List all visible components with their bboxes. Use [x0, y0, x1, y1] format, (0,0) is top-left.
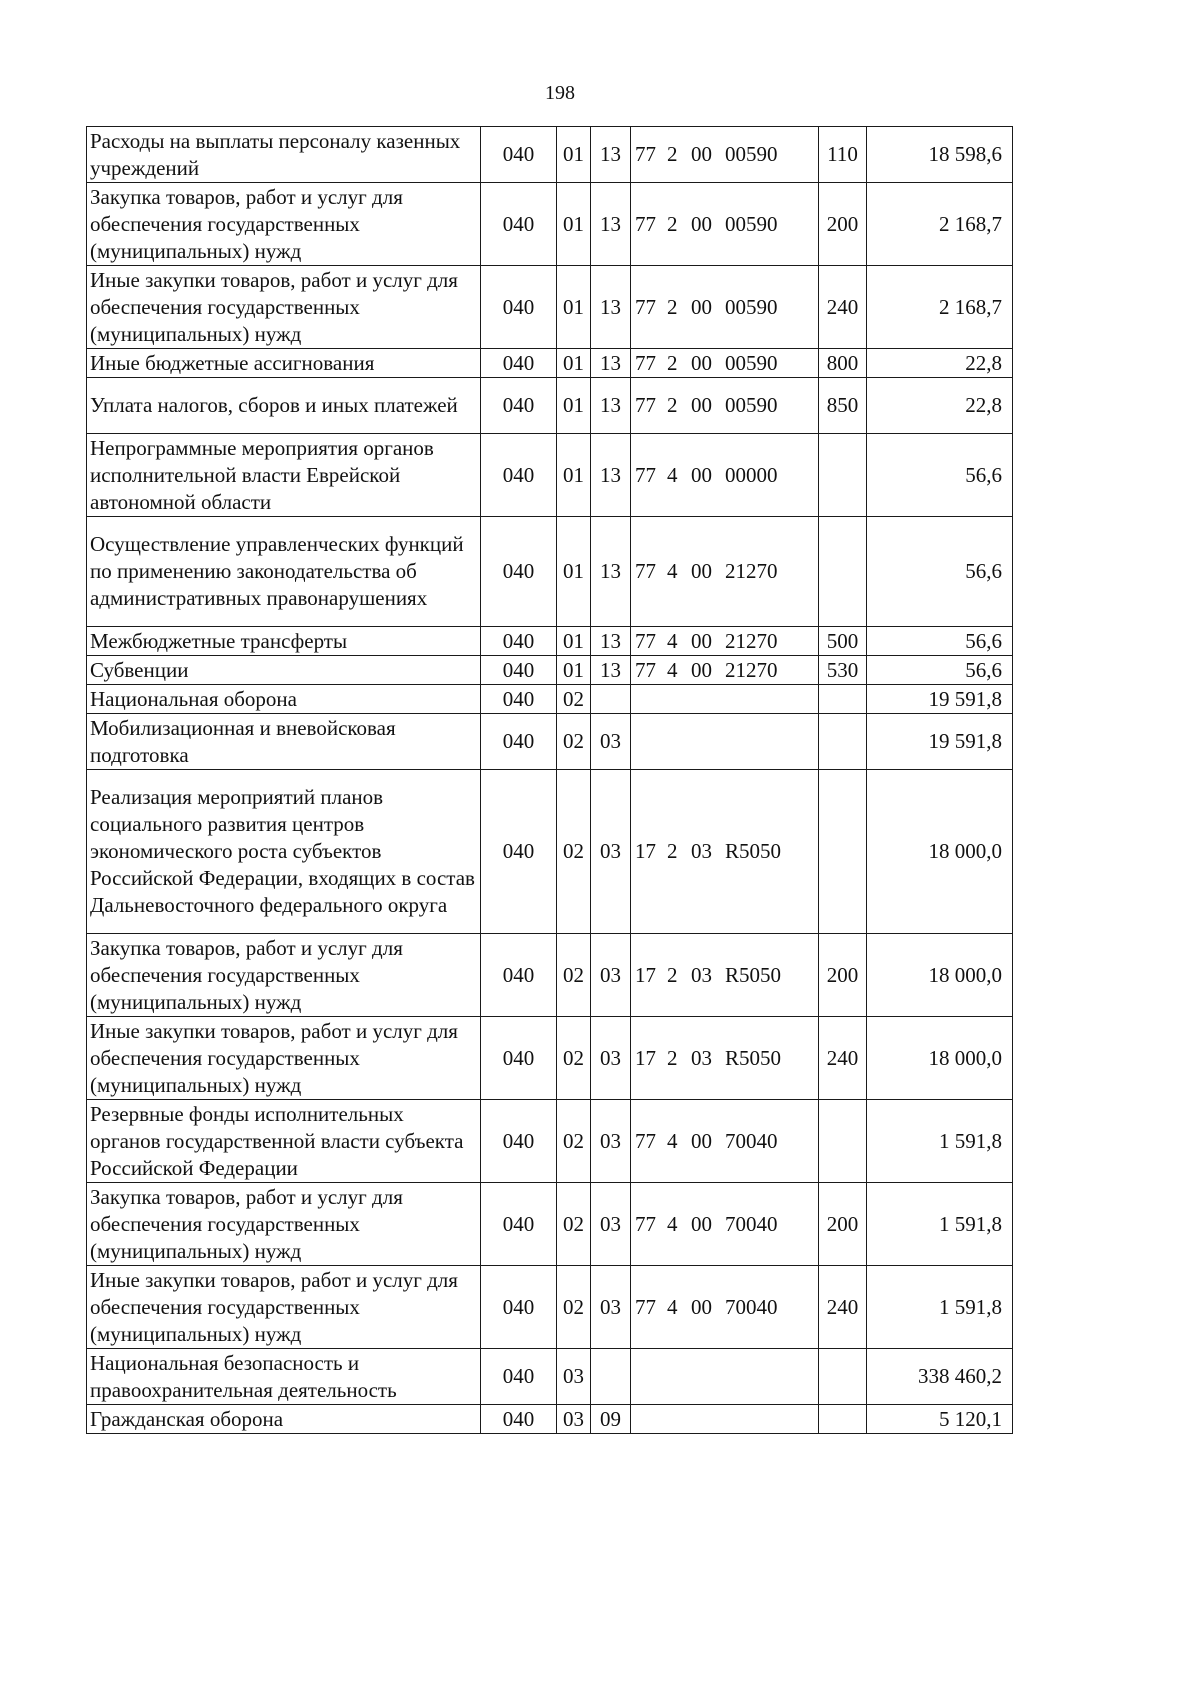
table-row	[87, 656, 1013, 685]
row-name: Иные закупки товаров, работ и услуг для обеспечения государственных (муниципальных) нужд	[87, 1017, 481, 1100]
amount: 1 591,8	[867, 1266, 1013, 1349]
target-article-code	[631, 266, 819, 349]
subsection-code: 03	[591, 1183, 631, 1266]
target-article-program: 77	[635, 1128, 656, 1153]
ved-code: 040	[481, 1183, 557, 1266]
target-article-subprogram: 2	[667, 393, 678, 417]
target-article-program: 77	[635, 462, 656, 487]
expense-type-code: 200	[819, 934, 867, 1017]
expense-type-code	[819, 517, 867, 627]
target-article-main-event: 00	[691, 1211, 712, 1236]
ved-code: 040	[481, 266, 557, 349]
amount: 56,6	[867, 517, 1013, 627]
target-article-direction: 00590	[725, 350, 778, 375]
target-article-subprogram: 4	[667, 462, 678, 487]
target-article-code	[631, 1266, 819, 1349]
section-code: 01	[557, 266, 591, 349]
target-article-subprogram: 2	[667, 839, 678, 863]
subsection-code	[591, 1349, 631, 1405]
expense-type-code	[819, 1349, 867, 1405]
subsection-code: 13	[591, 434, 631, 517]
target-article-code	[631, 1017, 819, 1100]
target-article-direction: 70040	[725, 1294, 778, 1319]
amount: 56,6	[867, 627, 1013, 656]
table-row	[87, 434, 1013, 517]
subsection-code: 13	[591, 349, 631, 378]
section-code: 01	[557, 627, 591, 656]
target-article-main-event: 00	[691, 559, 712, 583]
target-article-main-event: 03	[691, 1045, 712, 1070]
expense-type-code: 500	[819, 627, 867, 656]
target-article-direction: 00590	[725, 211, 778, 236]
row-name: Иные закупки товаров, работ и услуг для обеспечения государственных (муниципальных) нужд	[87, 1266, 481, 1349]
target-article-direction: 00590	[725, 294, 778, 319]
target-article-program: 77	[635, 350, 656, 375]
row-name: Расходы на выплаты персоналу казенных учреждений	[87, 127, 481, 183]
subsection-code: 13	[591, 627, 631, 656]
row-name: Уплата налогов, сборов и иных платежей	[87, 378, 481, 434]
section-code: 01	[557, 378, 591, 434]
target-article-subprogram: 2	[667, 211, 678, 236]
target-article-subprogram: 2	[667, 142, 678, 166]
target-article-code	[631, 1405, 819, 1434]
target-article-program: 77	[635, 1294, 656, 1319]
table-row	[87, 934, 1013, 1017]
subsection-code: 13	[591, 517, 631, 627]
ved-code: 040	[481, 656, 557, 685]
target-article-direction: R5050	[725, 1045, 782, 1070]
table-row	[87, 714, 1013, 770]
ved-code: 040	[481, 1349, 557, 1405]
amount: 18 000,0	[867, 1017, 1013, 1100]
target-article-program: 77	[635, 559, 656, 583]
subsection-code: 13	[591, 127, 631, 183]
section-code: 02	[557, 934, 591, 1017]
target-article-code	[631, 1100, 819, 1183]
target-article-code	[631, 1183, 819, 1266]
target-article-subprogram: 4	[667, 628, 678, 653]
section-code: 02	[557, 1017, 591, 1100]
subsection-code: 03	[591, 770, 631, 934]
table-row	[87, 627, 1013, 656]
target-article-program: 77	[635, 142, 656, 166]
table-row	[87, 349, 1013, 378]
amount: 22,8	[867, 349, 1013, 378]
expense-type-code: 110	[819, 127, 867, 183]
subsection-code: 03	[591, 714, 631, 770]
ved-code: 040	[481, 349, 557, 378]
amount: 2 168,7	[867, 266, 1013, 349]
row-name: Иные бюджетные ассигнования	[87, 349, 481, 378]
ved-code: 040	[481, 378, 557, 434]
row-name: Субвенции	[87, 656, 481, 685]
target-article-code	[631, 349, 819, 378]
target-article-code	[631, 517, 819, 627]
ved-code: 040	[481, 685, 557, 714]
table-row	[87, 1266, 1013, 1349]
row-name: Закупка товаров, работ и услуг для обеспечения государственных (муниципальных) нужд	[87, 183, 481, 266]
table-row	[87, 1100, 1013, 1183]
target-article-subprogram: 4	[667, 1211, 678, 1236]
expense-type-code: 800	[819, 349, 867, 378]
subsection-code: 13	[591, 656, 631, 685]
target-article-direction: 21270	[725, 559, 778, 583]
table-row	[87, 1183, 1013, 1266]
subsection-code: 03	[591, 1100, 631, 1183]
section-code: 02	[557, 1183, 591, 1266]
subsection-code	[591, 685, 631, 714]
row-name: Закупка товаров, работ и услуг для обеспечения государственных (муниципальных) нужд	[87, 934, 481, 1017]
target-article-code	[631, 127, 819, 183]
expense-type-code	[819, 1100, 867, 1183]
table-row	[87, 266, 1013, 349]
target-article-subprogram: 4	[667, 1294, 678, 1319]
subsection-code: 13	[591, 183, 631, 266]
target-article-code	[631, 627, 819, 656]
subsection-code: 13	[591, 266, 631, 349]
target-article-program: 77	[635, 294, 656, 319]
target-article-direction: 70040	[725, 1128, 778, 1153]
target-article-direction: R5050	[725, 962, 782, 987]
table-row	[87, 517, 1013, 627]
target-article-main-event: 00	[691, 393, 712, 417]
target-article-subprogram: 2	[667, 962, 678, 987]
target-article-code	[631, 685, 819, 714]
target-article-program: 17	[635, 1045, 656, 1070]
budget-table-body	[87, 127, 1013, 1434]
amount: 2 168,7	[867, 183, 1013, 266]
target-article-main-event: 00	[691, 350, 712, 375]
target-article-main-event: 03	[691, 839, 712, 863]
amount: 19 591,8	[867, 714, 1013, 770]
table-row	[87, 378, 1013, 434]
row-name: Непрограммные мероприятия органов исполнительной власти Еврейской автономной области	[87, 434, 481, 517]
amount: 18 000,0	[867, 934, 1013, 1017]
target-article-subprogram: 2	[667, 350, 678, 375]
target-article-code	[631, 1349, 819, 1405]
amount: 56,6	[867, 656, 1013, 685]
target-article-main-event: 00	[691, 628, 712, 653]
amount: 1 591,8	[867, 1100, 1013, 1183]
target-article-code	[631, 378, 819, 434]
row-name: Закупка товаров, работ и услуг для обеспечения государственных (муниципальных) нужд	[87, 1183, 481, 1266]
expense-type-code: 850	[819, 378, 867, 434]
section-code: 02	[557, 685, 591, 714]
target-article-main-event: 00	[691, 657, 712, 682]
expense-type-code: 200	[819, 183, 867, 266]
target-article-main-event: 00	[691, 294, 712, 319]
target-article-direction: R5050	[725, 839, 782, 863]
expense-type-code	[819, 685, 867, 714]
expense-type-code: 240	[819, 1017, 867, 1100]
section-code: 01	[557, 183, 591, 266]
ved-code: 040	[481, 770, 557, 934]
section-code: 02	[557, 1266, 591, 1349]
ved-code: 040	[481, 434, 557, 517]
section-code: 03	[557, 1405, 591, 1434]
target-article-direction: 70040	[725, 1211, 778, 1236]
table-row	[87, 1405, 1013, 1434]
row-name: Иные закупки товаров, работ и услуг для обеспечения государственных (муниципальных) нужд	[87, 266, 481, 349]
subsection-code: 03	[591, 934, 631, 1017]
section-code: 01	[557, 434, 591, 517]
target-article-main-event: 00	[691, 462, 712, 487]
target-article-program: 17	[635, 839, 656, 863]
amount: 5 120,1	[867, 1405, 1013, 1434]
section-code: 01	[557, 656, 591, 685]
target-article-subprogram: 4	[667, 1128, 678, 1153]
section-code: 01	[557, 127, 591, 183]
ved-code: 040	[481, 934, 557, 1017]
row-name: Национальная безопасность и правоохранительная деятельность	[87, 1349, 481, 1405]
target-article-main-event: 00	[691, 142, 712, 166]
subsection-code: 03	[591, 1266, 631, 1349]
section-code: 01	[557, 349, 591, 378]
ved-code: 040	[481, 183, 557, 266]
amount: 18 000,0	[867, 770, 1013, 934]
ved-code: 040	[481, 517, 557, 627]
target-article-program: 17	[635, 962, 656, 987]
target-article-program: 77	[635, 1211, 656, 1236]
target-article-subprogram: 2	[667, 1045, 678, 1070]
table-row	[87, 183, 1013, 266]
target-article-main-event: 00	[691, 1128, 712, 1153]
target-article-subprogram: 2	[667, 294, 678, 319]
target-article-direction: 00000	[725, 462, 778, 487]
target-article-program: 77	[635, 628, 656, 653]
ved-code: 040	[481, 127, 557, 183]
target-article-program: 77	[635, 393, 656, 417]
row-name: Резервные фонды исполнительных органов государственной власти субъекта Российской Федерации	[87, 1100, 481, 1183]
target-article-direction: 00590	[725, 393, 778, 417]
expense-type-code: 240	[819, 1266, 867, 1349]
target-article-main-event: 00	[691, 1294, 712, 1319]
table-row	[87, 1349, 1013, 1405]
ved-code: 040	[481, 1266, 557, 1349]
row-name: Реализация мероприятий планов социального развития центров экономического роста субъектов Российской Федерации, входящих в состав Дальневосточного федерального округа	[87, 770, 481, 934]
target-article-code	[631, 434, 819, 517]
target-article-subprogram: 4	[667, 657, 678, 682]
target-article-code	[631, 183, 819, 266]
expense-type-code	[819, 714, 867, 770]
target-article-main-event: 03	[691, 962, 712, 987]
subsection-code: 09	[591, 1405, 631, 1434]
subsection-code: 03	[591, 1017, 631, 1100]
expense-type-code	[819, 434, 867, 517]
expense-type-code: 200	[819, 1183, 867, 1266]
expense-type-code: 240	[819, 266, 867, 349]
section-code: 02	[557, 1100, 591, 1183]
ved-code: 040	[481, 627, 557, 656]
target-article-direction: 00590	[725, 142, 778, 166]
table-row	[87, 1017, 1013, 1100]
section-code: 01	[557, 517, 591, 627]
section-code: 02	[557, 714, 591, 770]
expense-type-code	[819, 1405, 867, 1434]
subsection-code: 13	[591, 378, 631, 434]
target-article-direction: 21270	[725, 657, 778, 682]
target-article-program: 77	[635, 657, 656, 682]
amount: 338 460,2	[867, 1349, 1013, 1405]
target-article-code	[631, 714, 819, 770]
amount: 22,8	[867, 378, 1013, 434]
target-article-program: 77	[635, 211, 656, 236]
target-article-main-event: 00	[691, 211, 712, 236]
table-row	[87, 770, 1013, 934]
expense-type-code	[819, 770, 867, 934]
section-code: 03	[557, 1349, 591, 1405]
expense-type-code: 530	[819, 656, 867, 685]
target-article-code	[631, 934, 819, 1017]
ved-code: 040	[481, 714, 557, 770]
target-article-subprogram: 4	[667, 559, 678, 583]
target-article-direction: 21270	[725, 628, 778, 653]
section-code: 02	[557, 770, 591, 934]
target-article-code	[631, 770, 819, 934]
amount: 1 591,8	[867, 1183, 1013, 1266]
row-name: Мобилизационная и вневойсковая подготовка	[87, 714, 481, 770]
amount: 56,6	[867, 434, 1013, 517]
amount: 18 598,6	[867, 127, 1013, 183]
amount: 19 591,8	[867, 685, 1013, 714]
ved-code: 040	[481, 1405, 557, 1434]
budget-table	[86, 126, 1013, 1434]
ved-code: 040	[481, 1100, 557, 1183]
row-name: Национальная оборона	[87, 685, 481, 714]
row-name: Гражданская оборона	[87, 1405, 481, 1434]
table-row	[87, 127, 1013, 183]
ved-code: 040	[481, 1017, 557, 1100]
target-article-code	[631, 656, 819, 685]
row-name: Осуществление управленческих функций по применению законодательства об административных правонарушениях	[87, 517, 481, 627]
page-number: 198	[545, 82, 575, 104]
row-name: Межбюджетные трансферты	[87, 627, 481, 656]
table-row	[87, 685, 1013, 714]
